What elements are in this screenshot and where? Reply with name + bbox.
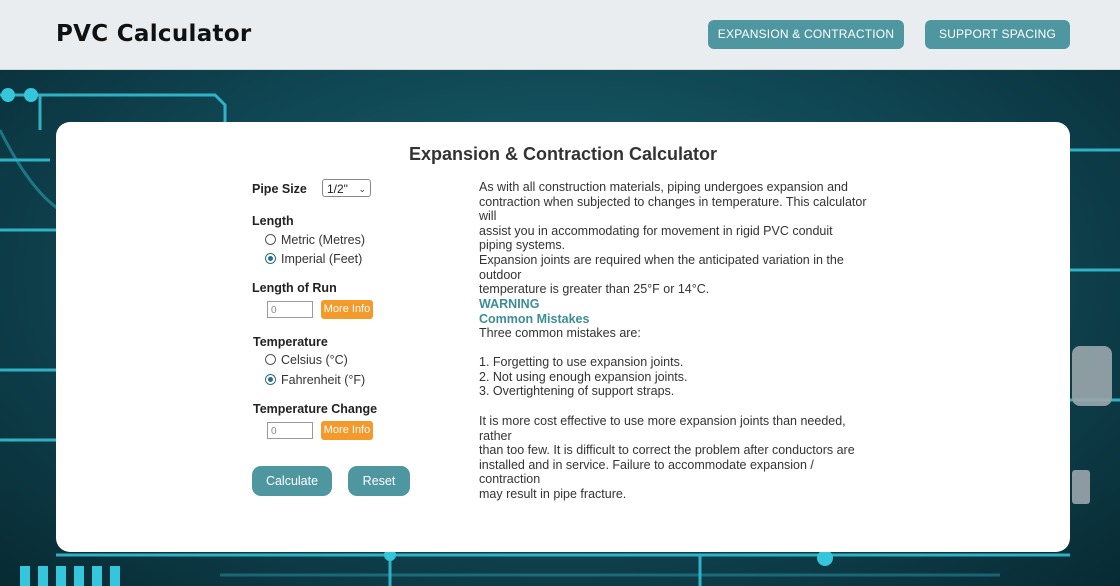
pipe-size-label: Pipe Size xyxy=(252,182,307,196)
text-line: than too few. It is difficult to correct the problem after conductors are xyxy=(479,443,855,458)
temperature-change-more-info-button[interactable]: More Info xyxy=(321,421,373,440)
radio-checked-icon[interactable] xyxy=(265,374,276,385)
pipe-size-select[interactable] xyxy=(322,179,371,197)
nav-support-spacing[interactable]: SUPPORT SPACING xyxy=(925,20,1070,49)
nav-expansion-contraction[interactable]: EXPANSION & CONTRACTION xyxy=(708,20,904,49)
list-item: 3. Overtightening of support straps. xyxy=(479,384,675,399)
length-imperial-label: Imperial (Feet) xyxy=(281,252,363,266)
chevron-down-icon: ⌄ xyxy=(358,184,366,194)
text-line: It is more cost effective to use more expansion joints than needed, rather xyxy=(479,414,846,443)
length-of-run-label: Length of Run xyxy=(252,281,337,295)
temperature-celsius-label: Celsius (°C) xyxy=(281,353,348,367)
radio-icon[interactable] xyxy=(265,354,276,365)
calculator-title: Expansion & Contraction Calculator xyxy=(408,144,718,164)
joints-paragraph xyxy=(479,253,874,297)
warning-section xyxy=(479,297,874,341)
reset-button[interactable]: Reset xyxy=(348,466,410,496)
text-line: piping systems. xyxy=(479,238,566,253)
text-line: assist you in accommodating for movement in rigid PVC conduit xyxy=(479,223,833,238)
calculate-button[interactable]: Calculate xyxy=(252,466,332,496)
header-bar xyxy=(0,0,1120,70)
temperature-change-input[interactable]: 0 xyxy=(267,422,313,439)
radio-checked-icon[interactable] xyxy=(265,253,276,264)
text-line: Expansion joints are required when the anticipated variation in the outdoor xyxy=(479,253,844,282)
text-line: contraction when subjected to changes in temperature. This calculator will xyxy=(479,194,867,224)
text-line: installed and in service. Failure to accommodate expansion / contraction xyxy=(479,457,814,487)
length-metric-label: Metric (Metres) xyxy=(281,233,366,247)
length-imperial-option[interactable] xyxy=(265,252,362,268)
temperature-fahrenheit-option[interactable] xyxy=(265,373,365,389)
mistakes-list xyxy=(479,355,874,399)
common-mistakes-heading: Common Mistakes xyxy=(479,311,590,326)
length-of-run-more-info-button[interactable]: More Info xyxy=(321,300,373,319)
temperature-celsius-option[interactable] xyxy=(265,353,348,369)
mistakes-intro: Three common mistakes are: xyxy=(479,326,641,341)
temperature-change-label: Temperature Change xyxy=(253,402,378,416)
text-line: may result in pipe fracture. xyxy=(479,486,627,501)
text-line: As with all construction materials, piping undergoes expansion and xyxy=(479,180,848,194)
intro-paragraph xyxy=(479,180,874,253)
length-label: Length xyxy=(252,214,294,228)
list-item: 2. Not using enough expansion joints. xyxy=(479,369,688,384)
pipe-size-value: 1/2" xyxy=(327,182,348,196)
text-line: temperature is greater than 25°F or 14°C. xyxy=(479,282,710,297)
brand-title: PVC Calculator xyxy=(56,21,252,47)
temperature-label: Temperature xyxy=(253,335,328,349)
length-of-run-input[interactable]: 0 xyxy=(267,301,313,318)
length-metric-option[interactable] xyxy=(265,233,365,249)
list-item: 1. Forgetting to use expansion joints. xyxy=(479,355,684,369)
calculator-card xyxy=(56,122,1070,552)
temperature-fahrenheit-label: Fahrenheit (°F) xyxy=(281,373,366,387)
radio-icon[interactable] xyxy=(265,234,276,245)
warning-heading: WARNING xyxy=(479,297,540,311)
closing-paragraph xyxy=(479,414,874,502)
